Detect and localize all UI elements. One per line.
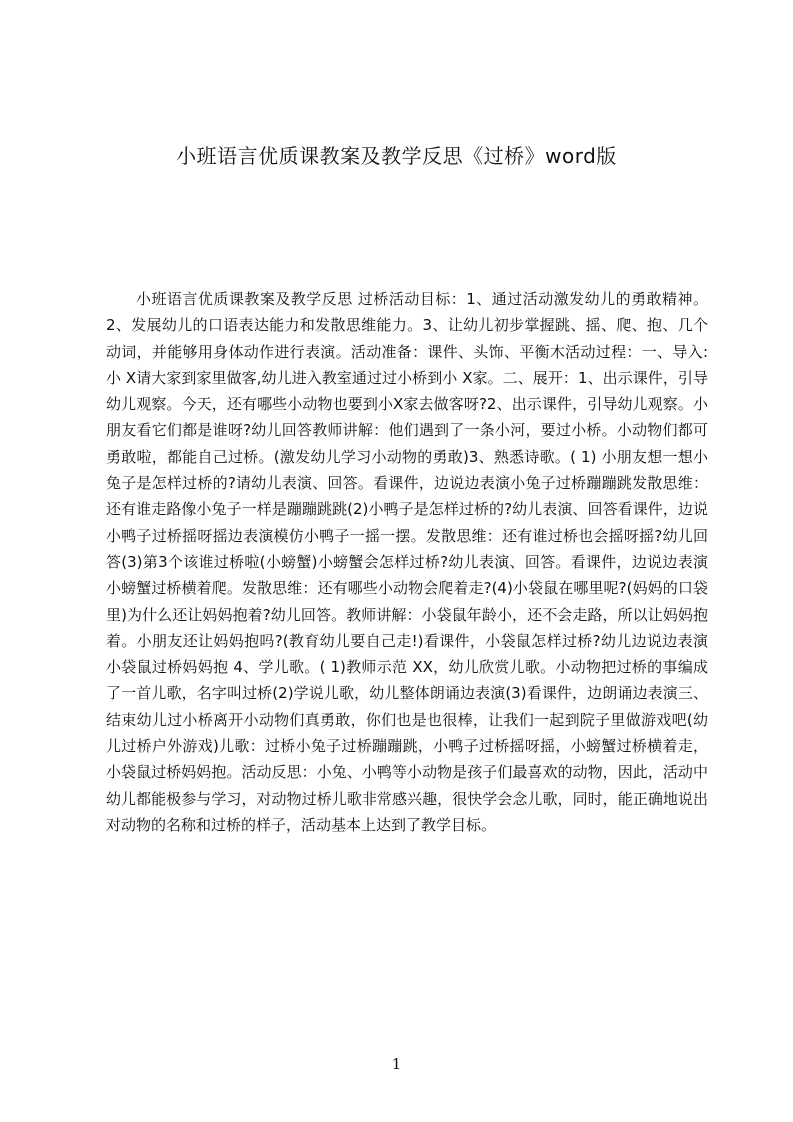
document-title: 小班语言优质课教案及教学反思《过桥》word版 xyxy=(176,144,617,168)
body-paragraph: 小班语言优质课教案及教学反思 过桥活动目标：1、通过活动激发幼儿的勇敢精神。2、发展幼儿的口语表达能力和发散思维能力。3、让幼儿初步掌握跳、摇、爬、抱、几个动词，并能够用身体动作进行表演。活动准备：课件、头饰、平衡木活动过程：一、导入:小 X请大家到家里做客,幼儿进入教室通过过小桥到小 X家。二、展开：1、出示课件，引导幼儿观察。今天，还有哪些小动物也要到小X家去做客呀?2、出示课件，引导幼儿观察。小朋友看它们都是谁呀?幼儿回答教师讲解：他们遇到了一条小河，要过小桥。小动物们都可勇敢啦，都能自己过桥。(激发幼儿学习小动物的勇敢)3、熟悉诗歌。( 1) 小朋友想一想小兔子是怎样过桥的?请幼儿表演、回答。看课件，边说边表演小兔子过桥蹦蹦跳发散思维：还有谁走路像小兔子一样是蹦蹦跳跳(2)小鸭子是怎样过桥的?幼儿表演、回答看课件，边说小鸭子过桥摇呀摇边表演模仿小鸭子一摇一摆。发散思维：还有谁过桥也会摇呀摇?幼儿回答(3)第3个该谁过桥啦(小螃蟹)小螃蟹会怎样过桥?幼儿表演、回答。看课件，边说边表演小螃蟹过桥横着爬。发散思维：还有哪些小动物会爬着走?(4)小袋鼠在哪里呢?(妈妈的口袋里)为什么还让妈妈抱着?幼儿回答。教师讲解：小袋鼠年龄小，还不会走路，所以让妈妈抱着。小朋友还让妈妈抱吗?(教育幼儿要自己走!)看课件，小袋鼠怎样过桥?幼儿边说边表演小袋鼠过桥妈妈抱 4、学儿歌。( 1)教师示范 XX，幼儿欣赏儿歌。小动物把过桥的事编成了一首儿歌，名字叫过桥(2)学说儿歌，幼儿整体朗诵边表演(3)看课件，边朗诵边表演三、结束幼儿过小桥离开小动物们真勇敢，你们也是也很棒，让我们一起到院子里做游戏吧(幼儿过桥户外游戏)儿歌：过桥小兔子过桥蹦蹦跳，小鸭子过桥摇呀摇，小螃蟹过桥横着走，小袋鼠过桥妈妈抱。活动反思：小兔、小鸭等小动物是孩子们最喜欢的动物，因此，活动中幼儿都能极参与学习，对动物过桥儿歌非常感兴趣，很快学会念儿歌，同时，能正确地说出对动物的名称和过桥的样子，活动基本上达到了教学目标。 xyxy=(106,290,708,834)
page-number: 1 xyxy=(391,1055,402,1073)
